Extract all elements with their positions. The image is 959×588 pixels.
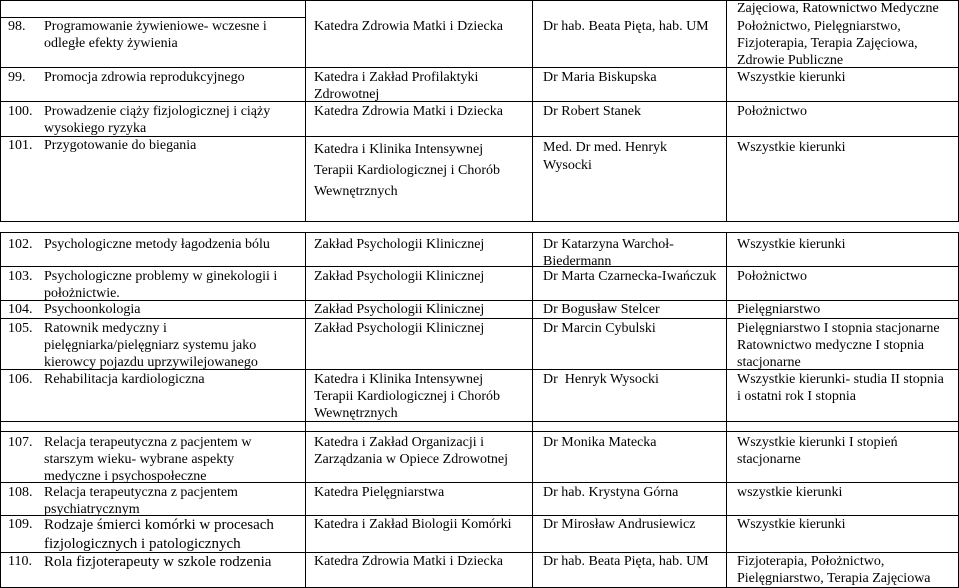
department: Katedra Zdrowia Matki i Dziecka <box>314 554 503 569</box>
row-number: 104. <box>8 302 33 317</box>
supervisor: Med. Dr med. Henryk Wysocki <box>543 140 668 173</box>
grid-line <box>0 232 959 233</box>
department: Katedra Pielęgniarstwa <box>314 485 445 500</box>
department: Katedra i Klinika Intensywnej Terapii Kardiologicznej i Chorób Wewnętrznych <box>314 372 501 421</box>
topic-title: Rodzaje śmierci komórki w procesach fizjologicznych i patologicznych <box>44 517 274 552</box>
target-programs: Położnictwo <box>737 269 807 284</box>
row-number: 105. <box>8 321 33 336</box>
supervisor: Dr Marcin Cybulski <box>543 321 656 336</box>
row-number: 99. <box>8 70 26 85</box>
topic-title: Relacja terapeutyczna z pacjentem w starszym wieku- wybrane aspekty medyczne i psychospołeczne <box>44 435 252 484</box>
grid-line <box>305 232 306 588</box>
supervisor: Dr Bogusław Stelcer <box>543 302 660 317</box>
department: Katedra i Zakład Organizacji i Zarządzania w Opiece Zdrowotnej <box>314 435 508 467</box>
supervisor: Dr hab. Krystyna Górna <box>543 485 679 500</box>
department: Zakład Psychologii Klinicznej <box>314 237 485 252</box>
topic-title: Rola fizjoterapeuty w szkole rodzenia <box>44 554 272 570</box>
topic-title: Relacja terapeutyczna z pacjentem psychiatrycznym <box>44 485 238 517</box>
grid-line <box>726 0 727 222</box>
row-number: 101. <box>8 138 33 153</box>
supervisor: Dr Monika Matecka <box>543 435 657 450</box>
supervisor: Dr Robert Stanek <box>543 104 641 119</box>
grid-line <box>0 0 1 222</box>
topic-title: Ratownik medyczny i pielęgniarka/pielęgniarz systemu jako kierowcy pojazdu uprzywilejowanego <box>44 321 258 370</box>
department: Zakład Psychologii Klinicznej <box>314 321 485 336</box>
supervisor: Dr Henryk Wysocki <box>543 372 659 387</box>
grid-line <box>0 101 959 102</box>
supervisor: Dr hab. Beata Pięta, hab. UM <box>543 19 709 34</box>
row-number: 98. <box>8 19 26 34</box>
grid-line <box>305 0 306 222</box>
grid-line <box>532 232 533 588</box>
topic-title: Psychologiczne metody łagodzenia bólu <box>44 237 270 252</box>
topic-title: Psychoonkologia <box>44 302 141 317</box>
row-number: 103. <box>8 269 33 284</box>
supervisor: Dr Mirosław Andrusiewicz <box>543 517 696 532</box>
topic-title: Psychologiczne problemy w ginekologii i położnictwie. <box>44 269 278 301</box>
target-programs: Fizjoterapia, Położnictwo, Pielęgniarstwo, Terapia Zajęciowa <box>737 554 931 586</box>
row-number: 107. <box>8 435 33 450</box>
target-programs: wszystkie kierunki <box>737 485 843 500</box>
department: Katedra i Klinika Intensywnej Terapii Kardiologicznej i Chorób Wewnętrznych <box>314 142 501 199</box>
department: Katedra i Zakład Profilaktyki Zdrowotnej <box>314 70 479 102</box>
row-number: 110. <box>8 554 32 569</box>
grid-line <box>726 232 727 588</box>
target-programs: Położnictwo, Pielęgniarstwo, Fizjoterapia, Terapia Zajęciowa, Zdrowie Publiczne <box>737 19 918 68</box>
grid-line <box>532 0 533 222</box>
target-programs: Wszystkie kierunki- studia II stopnia i ostatni rok I stopnia <box>737 372 944 404</box>
department: Katedra Zdrowia Matki i Dziecka <box>314 104 503 119</box>
row-number: 108. <box>8 485 33 500</box>
supervisor: Dr Marta Czarnecka-Iwańczuk <box>543 269 717 284</box>
target-programs: Wszystkie kierunki <box>737 140 846 155</box>
department: Katedra i Zakład Biologii Komórki <box>314 517 512 532</box>
row-number: 106. <box>8 372 33 387</box>
grid-line <box>0 221 959 222</box>
topic-title: Przygotowanie do biegania <box>44 138 197 153</box>
topic-title: Programowanie żywieniowe- wczesne i odległe efekty żywienia <box>44 19 267 51</box>
target-programs: Wszystkie kierunki <box>737 237 846 252</box>
grid-line <box>0 318 959 319</box>
target-programs: Wszystkie kierunki I stopień stacjonarne <box>737 435 898 467</box>
department: Zakład Psychologii Klinicznej <box>314 269 485 284</box>
grid-line <box>0 232 1 588</box>
row-number: 102. <box>8 237 33 252</box>
grid-line <box>0 431 959 432</box>
target-programs: Wszystkie kierunki <box>737 70 846 85</box>
row-number: 100. <box>8 104 33 119</box>
department: Katedra Zdrowia Matki i Dziecka <box>314 19 503 34</box>
supervisor: Dr Katarzyna Warchoł- Biedermann <box>543 237 674 269</box>
supervisor: Dr Maria Biskupska <box>543 70 657 85</box>
topic-title: Promocja zdrowia reprodukcyjnego <box>44 70 245 85</box>
grid-line <box>0 266 959 267</box>
target-programs: Pielęgniarstwo <box>737 302 821 317</box>
supervisor: Dr hab. Beata Pięta, hab. UM <box>543 554 709 569</box>
target-programs: Pielęgniarstwo I stopnia stacjonarne Ratownictwo medyczne I stopnia stacjonarne <box>737 321 940 370</box>
overflow-text: Zajęciowa, Ratownictwo Medyczne <box>737 1 939 16</box>
topic-title: Prowadzenie ciąży fizjologicznej i ciąży wysokiego ryzyka <box>44 104 271 136</box>
department: Zakład Psychologii Klinicznej <box>314 302 485 317</box>
topic-title: Rehabilitacja kardiologiczna <box>44 372 205 387</box>
target-programs: Położnictwo <box>737 104 807 119</box>
row-number: 109. <box>8 517 33 532</box>
target-programs: Wszystkie kierunki <box>737 517 846 532</box>
